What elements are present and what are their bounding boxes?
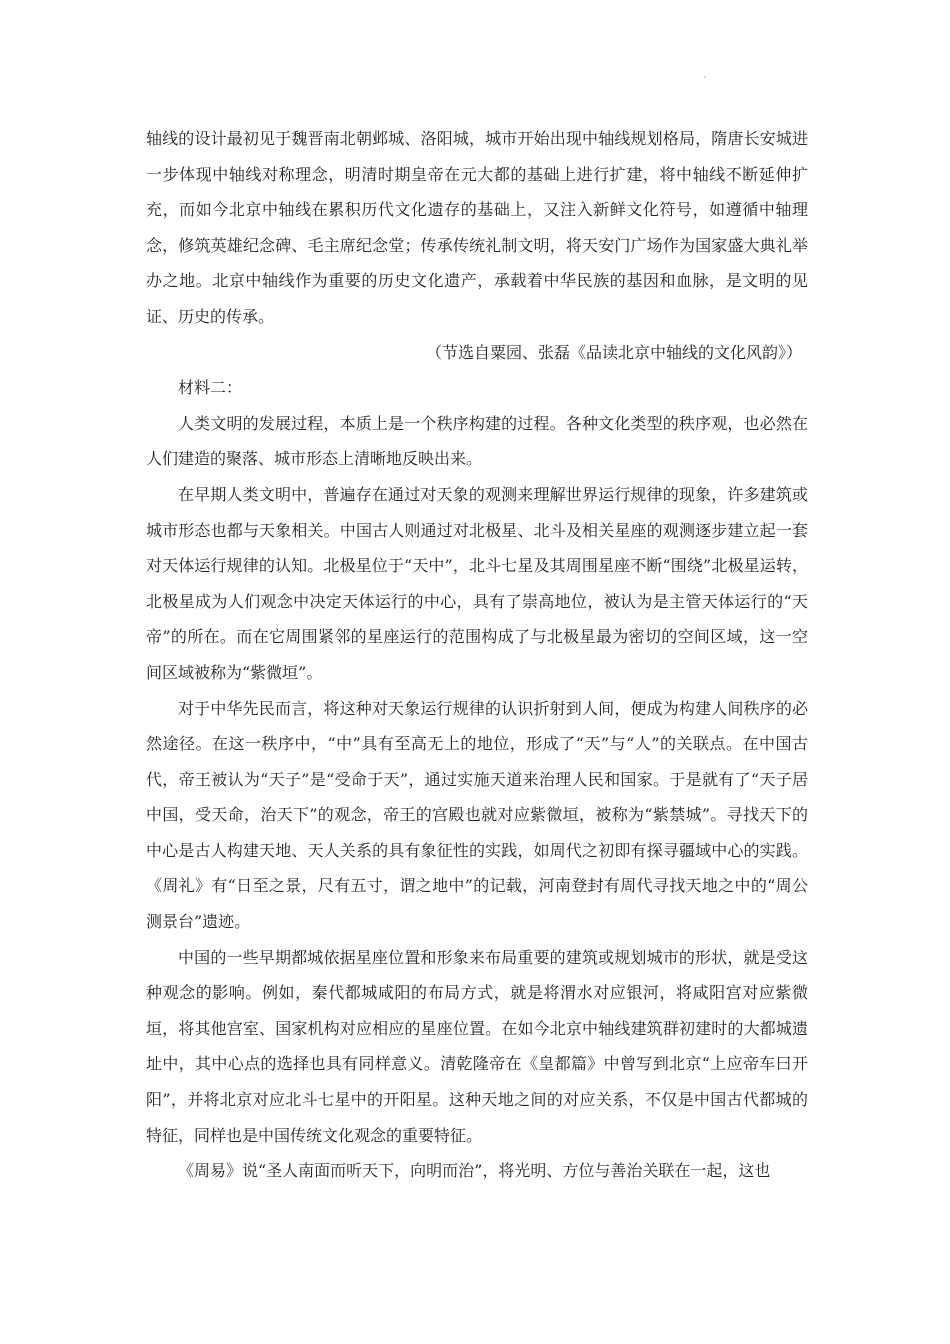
paragraph: 中国的一些早期都城依据星座位置和形象来布局重要的建筑或规划城市的形状，就是受这种观念的影响。例如，秦代都城咸阳的布局方式，就是将渭水对应银河，将咸阳宫对应紫微垣，将其他宫室、国家机构对应相应的星座位置。在如今北京中轴线建筑群初建时的大都城遗址中，其中心点的选择也具有同样意义。清乾隆帝在《皇都篇》中曾写到北京“上应帝车曰开阳”，并将北京对应北斗七星中的开阳星。这种天地之间的对应关系，不仅是中国古代都城的特征，同样也是中国传统文化观念的重要特征。 xyxy=(146,947,808,1145)
paragraph: 在早期人类文明中，普遍存在通过对天象的观测来理解世界运行规律的现象，许多建筑或城市形态也都与天象相关。中国古人则通过对北极星、北斗及相关星座的观测逐步建立起一套对天体运行规律的认知。北极星位于“天中”，北斗七星及其周围星座不断“围绕”北极星运转，北极星成为人们观念中决定天体运行的中心，具有了崇高地位，被认为是主管天体运行的“天帝”的所在。而在它周围紧邻的星座运行的范围构成了与北极星最为密切的空间区域，这一空间区域被称为“紫微垣”。 xyxy=(146,484,808,682)
scan-speck xyxy=(704,76,706,78)
source-citation: （节选自粟园、张磊《品读北京中轴线的文化风韵》） xyxy=(425,342,802,362)
paragraph: 《周易》说“圣人南面而听天下，向明而治”，将光明、方位与善治关联在一起，这也 xyxy=(178,1161,771,1181)
material-one-closing-paragraph: 轴线的设计最初见于魏晋南北朝邺城、洛阳城，城市开始出现中轴线规划格局，隋唐长安城进一步体现中轴线对称理念，明清时期皇帝在元大都的基础上进行扩建，将中轴线不断延伸扩充，而如今北京中轴线在累积历代文化遗存的基础上，又注入新鲜文化符号，如遵循中轴理念，修筑英雄纪念碑、毛主席纪念堂；传承传统礼制文明，将天安门广场作为国家盛大典礼举办之地。北京中轴线作为重要的历史文化遗产，承载着中华民族的基因和血脉，是文明的见证、历史的传承。 xyxy=(146,129,808,326)
article-body xyxy=(146,121,808,1189)
paragraph: 对于中华先民而言，将这种对天象运行规律的认识折射到人间，便成为构建人间秩序的必然途径。在这一秩序中，“中”具有至高无上的地位，形成了“天”与“人”的关联点。在中国古代，帝王被认为“天子”是“受命于天”，通过实施天道来治理人民和国家。于是就有了“天子居中国，受天命，治天下”的观念，帝王的宫殿也就对应紫微垣，被称为“紫禁城”。寻找天下的中心是古人构建天地、天人关系的具有象征性的实践，如周代之初即有探寻疆域中心的实践。《周礼》有“日至之景，尺有五寸，谓之地中”的记载，河南登封有周代寻找天地之中的“周公测景台”遗迹。 xyxy=(146,698,808,932)
material-two-label: 材料二： xyxy=(178,378,243,398)
paragraph: 人类文明的发展过程，本质上是一个秩序构建的过程。各种文化类型的秩序观，也必然在人们建造的聚落、城市形态上清晰地反映出来。 xyxy=(146,413,808,469)
